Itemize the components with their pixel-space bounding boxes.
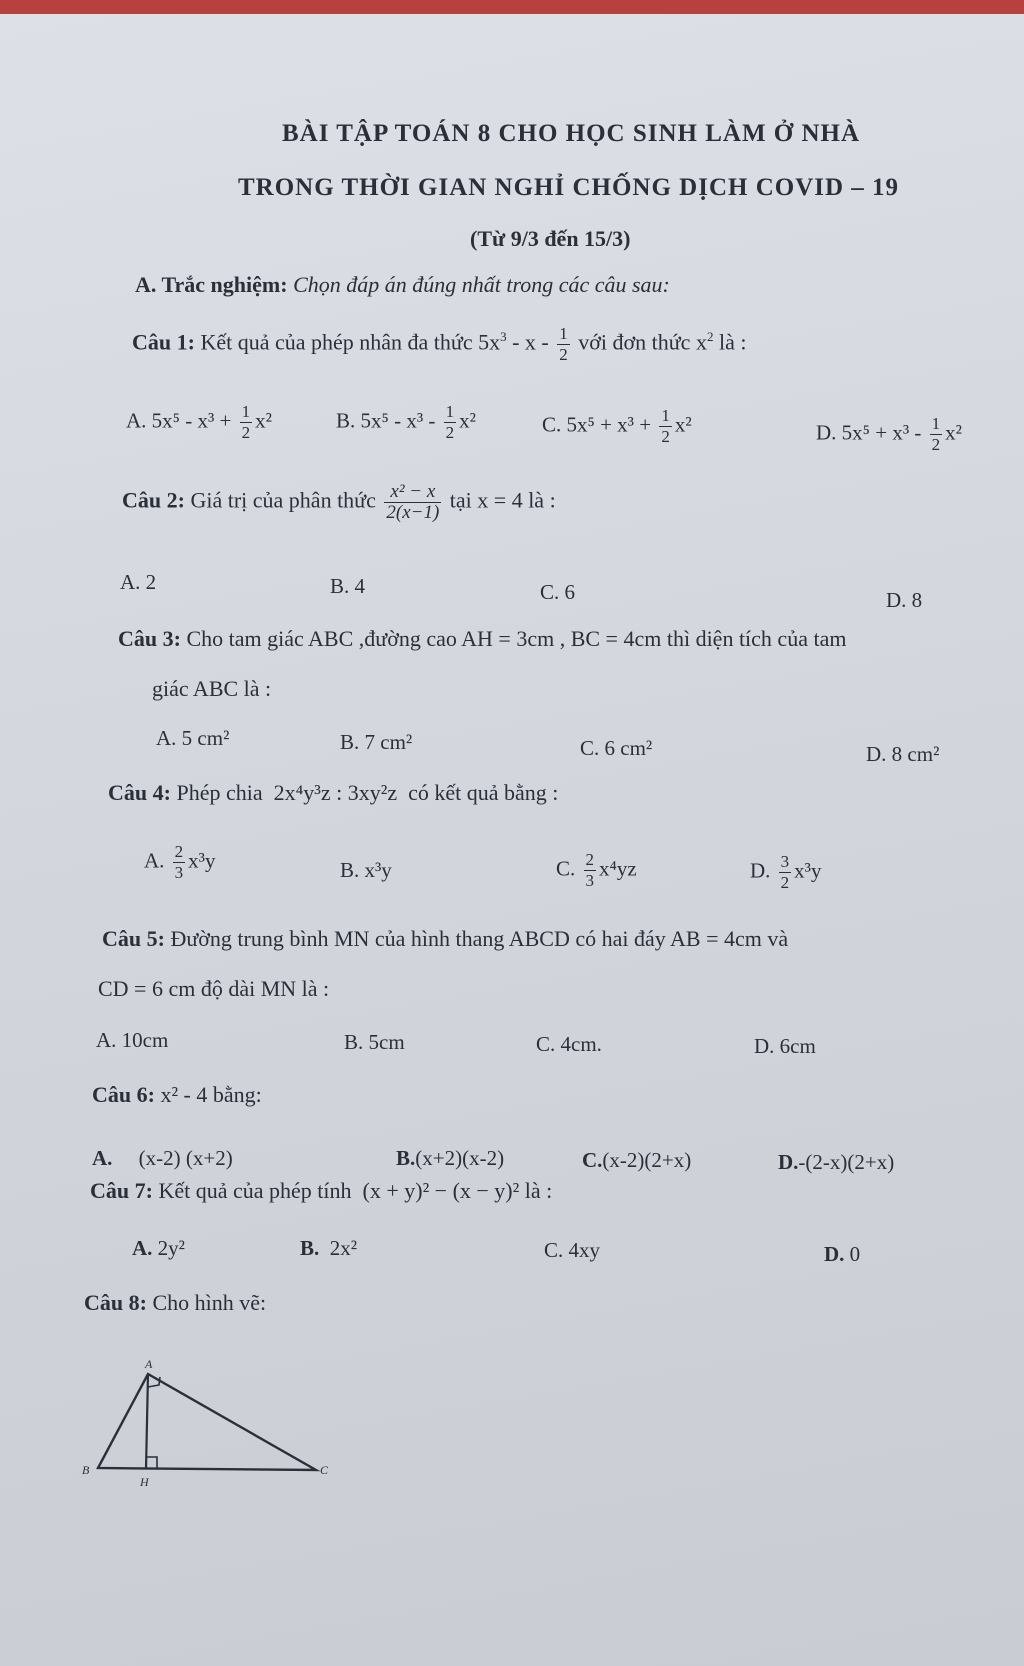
right-angle-h <box>146 1457 157 1469</box>
q1-sup2: 2 <box>706 329 714 345</box>
q7-expression: (x + y)² − (x − y)² <box>362 1178 520 1203</box>
q6-option-c[interactable]: C.(x-2)(2+x) <box>582 1148 692 1172</box>
q1-label: Câu 1: <box>132 329 195 355</box>
q4-option-a[interactable]: A. $\frac{2}{3}$ x³y <box>144 842 216 882</box>
question-7 <box>90 1178 552 1204</box>
q4-option-c[interactable]: C. $\frac{2}{3}$ x⁴yz <box>556 850 637 890</box>
worksheet-page <box>0 14 1024 1666</box>
q1-text-b: - x - <box>506 329 555 355</box>
q2-option-b[interactable]: B. 4 <box>330 574 366 598</box>
q2-fraction: $\frac{\text{x² − x}}{2(x-1)}$ <box>386 481 440 523</box>
q3-option-c[interactable]: C. 6 cm² <box>580 736 653 760</box>
question-6 <box>92 1082 262 1108</box>
triangle-figure <box>76 1350 346 1510</box>
q5-text-a: Đường trung bình MN của hình thang ABCD có hai đáy AB = 4cm và <box>170 926 789 951</box>
q1-sup: 3 <box>500 329 507 345</box>
section-instruction: Chọn đáp án đúng nhất trong các câu sau: <box>293 272 670 297</box>
q2-text-a: Giá trị của phân thức <box>190 487 376 513</box>
q5-text-b: CD = 6 cm độ dài MN là : <box>98 976 330 1001</box>
q8-text: Cho hình vẽ: <box>152 1290 267 1315</box>
q7-label: Câu 7: <box>90 1178 153 1203</box>
q4-expression: 2x⁴y³z : 3xy²z <box>273 780 398 805</box>
q1-text-a: Kết quả của phép nhân đa thức 5x <box>200 329 501 355</box>
q3-option-b[interactable]: B. 7 cm² <box>340 730 413 754</box>
question-8 <box>84 1290 266 1316</box>
label-a: A <box>145 1357 153 1371</box>
q2-option-a[interactable]: A. 2 <box>120 570 157 594</box>
q7-option-b[interactable]: B. 2x² <box>300 1236 358 1260</box>
triangle-abc <box>98 1374 316 1470</box>
label-b: B <box>82 1463 90 1477</box>
q5-option-c[interactable]: C. 4cm. <box>536 1032 602 1056</box>
q4-label: Câu 4: <box>108 780 171 805</box>
q1-option-c[interactable]: C. 5x⁵ + x³ + $\frac{1}{2}$ x² <box>542 406 692 446</box>
question-2 <box>122 482 556 523</box>
question-4 <box>108 780 558 806</box>
question-5 <box>102 926 788 952</box>
section-label: A. Trắc nghiệm: <box>135 272 288 297</box>
q1-option-d[interactable]: D. 5x⁵ + x³ - $\frac{1}{2}$ x² <box>816 414 962 454</box>
q7-option-d[interactable]: D. 0 <box>824 1242 861 1266</box>
q3-option-d[interactable]: D. 8 cm² <box>866 742 940 766</box>
question-3 <box>118 626 846 652</box>
q1-fraction: $\frac{1}{2}$ <box>559 324 568 364</box>
q2-option-c[interactable]: C. 6 <box>540 580 576 604</box>
q7-text-a: Kết quả của phép tính <box>158 1178 352 1203</box>
q6-option-b[interactable]: B.(x+2)(x-2) <box>396 1146 505 1170</box>
q1-option-a[interactable]: A. 5x⁵ - x³ + $\frac{1}{2}$ x² <box>126 402 272 442</box>
q3-label: Câu 3: <box>118 626 181 651</box>
q6-option-a[interactable]: A. (x-2) (x+2) <box>92 1146 233 1170</box>
q6-text: x² - 4 bằng: <box>160 1082 262 1107</box>
q6-option-d[interactable]: D.-(2-x)(2+x) <box>778 1150 895 1174</box>
altitude-ah <box>146 1374 148 1469</box>
q2-label: Câu 2: <box>122 487 185 513</box>
q4-text-a: Phép chia <box>176 780 263 805</box>
q6-label: Câu 6: <box>92 1082 155 1107</box>
q4-option-d[interactable]: D. $\frac{3}{2}$ x³y <box>750 852 822 892</box>
title-line-1: BÀI TẬP TOÁN 8 CHO HỌC SINH LÀM Ở NHÀ <box>282 120 861 147</box>
title-line-2: TRONG THỜI GIAN NGHỈ CHỐNG DỊCH COVID – 19 <box>238 174 900 201</box>
q7-option-c[interactable]: C. 4xy <box>544 1238 601 1262</box>
q1-text-c: với đơn thức x <box>578 329 707 355</box>
question-1 <box>132 324 746 365</box>
q5-label: Câu 5: <box>102 926 165 951</box>
q2-option-d[interactable]: D. 8 <box>886 588 923 612</box>
q7-option-a[interactable]: A. 2y² <box>132 1236 185 1260</box>
q5-option-a[interactable]: A. 10cm <box>96 1028 169 1052</box>
label-c: C <box>320 1463 329 1477</box>
q3-option-a[interactable]: A. 5 cm² <box>156 726 230 750</box>
date-range: (Từ 9/3 đến 15/3) <box>470 226 631 251</box>
section-heading <box>135 272 670 298</box>
q8-label: Câu 8: <box>84 1290 147 1315</box>
q2-text-b: tại x = 4 là : <box>449 487 556 513</box>
q7-text-b: là : <box>524 1178 553 1203</box>
q4-text-b: có kết quả bằng : <box>408 780 559 805</box>
q5-option-b[interactable]: B. 5cm <box>344 1030 405 1054</box>
q3-text-a: Cho tam giác ABC ,đường cao AH = 3cm , BC = 4cm thì diện tích của tam <box>186 626 847 651</box>
label-h: H <box>140 1475 149 1489</box>
q4-option-b[interactable]: B. x³y <box>340 858 392 882</box>
q1-text-d: là : <box>713 329 747 355</box>
q3-text-b: giác ABC là : <box>152 676 272 701</box>
q5-option-d[interactable]: D. 6cm <box>754 1034 816 1058</box>
q1-option-b[interactable]: B. 5x⁵ - x³ - $\frac{1}{2}$ x² <box>336 402 476 442</box>
